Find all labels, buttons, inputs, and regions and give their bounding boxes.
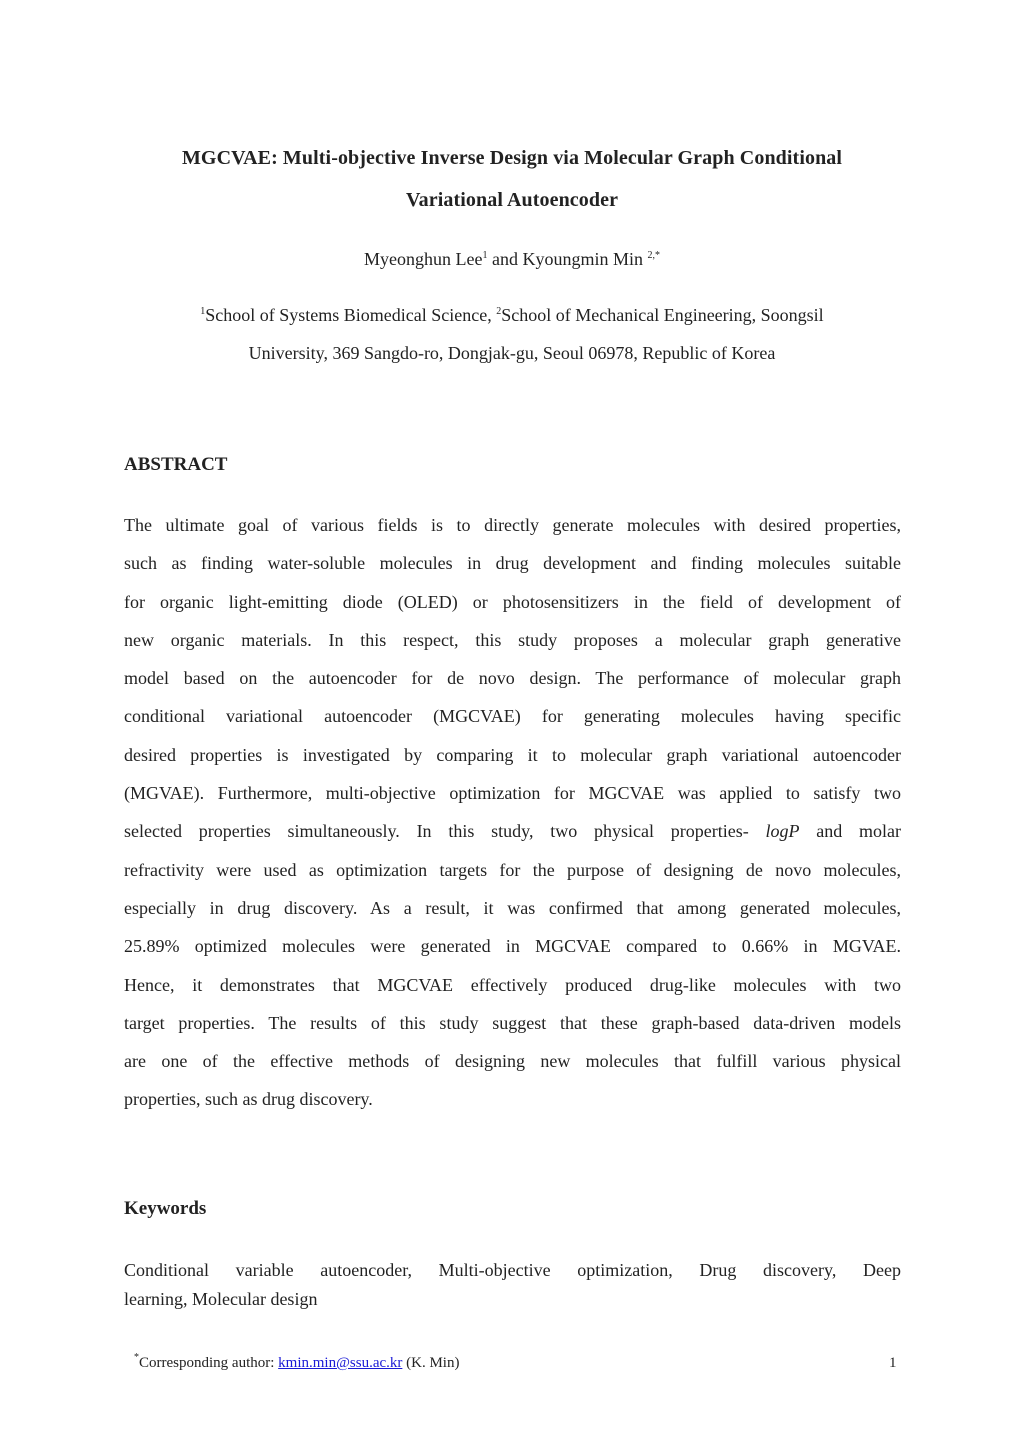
affiliation-1-text: School of Systems Biomedical Science,	[205, 305, 497, 325]
keywords-line: learning, Molecular design	[124, 1289, 318, 1309]
abstract-line-part: selected properties simultaneously. In this study, two physical properties-	[124, 821, 766, 842]
abstract-line: The ultimate goal of various fields is to directly generate molecules with desired properties,	[124, 515, 901, 535]
abstract-line: are one of the effective methods of designing new molecules that fulfill various physical	[124, 1051, 901, 1072]
keywords-heading: Keywords	[124, 1198, 207, 1219]
abstract-line: refractivity were used as optimization targets for the purpose of designing de novo molecules,	[124, 859, 901, 880]
abstract-line-with-math	[124, 812, 901, 850]
corresponding-email-link[interactable]: kmin.min@ssu.ac.kr	[278, 1355, 403, 1371]
abstract-line: (MGVAE). Furthermore, multi-objective optimization for MGCVAE was applied to satisfy two	[124, 783, 901, 804]
author-2-affiliation-mark: 2,*	[647, 250, 660, 261]
abstract-line: 25.89% optimized molecules were generated in MGCVAE compared to 0.66% in MGVAE.	[124, 936, 901, 957]
abstract-line: for organic light-emitting diode (OLED) or photosensitizers in the field of development of	[124, 591, 901, 612]
keywords-line: Conditional variable autoencoder, Multi-objective optimization, Drug discovery, Deep	[124, 1260, 901, 1280]
author-1-affiliation-mark: 1	[482, 250, 488, 261]
abstract-line: Hence, it demonstrates that MGCVAE effectively produced drug-like molecules with two	[124, 974, 901, 995]
abstract-line: especially in drug discovery. As a result, it was confirmed that among generated molecules,	[124, 897, 901, 918]
abstract-line: model based on the autoencoder for de novo design. The performance of molecular graph	[124, 668, 901, 689]
paper-title-line1: MGCVAE: Multi-objective Inverse Design via Molecular Graph Conditional	[181, 147, 843, 169]
abstract-body	[124, 506, 901, 1119]
author-conjunction: and	[487, 249, 523, 269]
page-number: 1	[889, 1355, 897, 1371]
corresponding-author-footnote	[134, 1352, 460, 1372]
abstract-line: desired properties is investigated by comparing it to molecular graph variational autoencoder	[124, 744, 901, 765]
author-1-name: Myeonghun Lee	[364, 249, 483, 269]
footnote-label: Corresponding author:	[139, 1355, 279, 1371]
abstract-line: new organic materials. In this respect, this study proposes a molecular graph generative	[124, 629, 901, 650]
affiliation-1-mark: 1	[200, 306, 206, 317]
author-list	[0, 249, 1024, 270]
affiliation-line1	[123, 305, 901, 326]
affiliation-2-text: School of Mechanical Engineering, Soongsil	[501, 305, 824, 325]
abstract-line: conditional variational autoencoder (MGCVAE) for generating molecules having specific	[124, 706, 901, 727]
affiliation-line2: University, 369 Sangdo-ro, Dongjak-gu, Seoul 06978, Republic of Korea	[248, 343, 776, 363]
abstract-heading: ABSTRACT	[124, 454, 228, 475]
abstract-line: such as finding water-soluble molecules in drug development and finding molecules suitable	[124, 553, 901, 574]
logp-math-symbol: logP	[765, 821, 800, 842]
abstract-line-part: and molar	[799, 821, 901, 842]
footnote-mark: *	[134, 1352, 139, 1363]
keywords-body	[124, 1256, 901, 1314]
author-2-name: Kyoungmin Min	[522, 249, 643, 269]
affiliation-2-mark: 2	[496, 306, 502, 317]
footnote-suffix: (K. Min)	[402, 1355, 460, 1371]
abstract-line: properties, such as drug discovery.	[124, 1089, 373, 1110]
paper-title-line2: Variational Autoencoder	[405, 189, 619, 211]
abstract-line: target properties. The results of this study suggest that these graph-based data-driven models	[124, 1012, 901, 1033]
